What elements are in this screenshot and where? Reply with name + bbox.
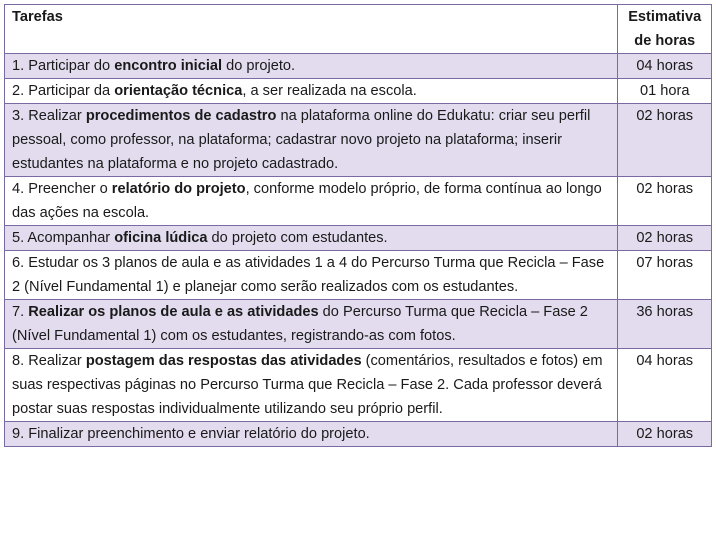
task-cell — [5, 251, 618, 300]
task-text: 1. Participar do — [12, 58, 115, 74]
table-row — [5, 349, 712, 422]
task-cell — [5, 177, 618, 226]
header-estimate-line1: Estimativa — [628, 9, 702, 25]
tasks-table — [4, 4, 712, 447]
hours-cell: 36 horas — [618, 300, 712, 349]
hours-cell: 02 horas — [618, 422, 712, 447]
hours-cell: 07 horas — [618, 251, 712, 300]
hours-cell: 02 horas — [618, 104, 712, 177]
task-text: 8. Realizar — [12, 353, 86, 369]
task-text-bold: encontro inicial — [114, 58, 223, 74]
task-text: , conforme modelo próprio, de forma contínua ao longo das ações na escola. — [12, 181, 602, 221]
table-header-row — [5, 5, 712, 54]
task-text: , a ser realizada na escola. — [242, 83, 417, 99]
hours-cell: 01 hora — [618, 79, 712, 104]
task-text: do projeto. — [222, 58, 296, 74]
task-text-bold: postagem das respostas das atividades — [85, 353, 362, 369]
task-text-bold: oficina lúdica — [114, 230, 208, 246]
hours-cell: 02 horas — [618, 226, 712, 251]
task-text: 6. Estudar os 3 planos de aula e as atividades 1 a 4 do Percurso Turma que Recicla – Fase 2 (Nível Fundamental 1) e planejar como serão realizados com os estudantes. — [12, 255, 605, 295]
table-row — [5, 300, 712, 349]
task-cell — [5, 349, 618, 422]
task-text: na plataforma online do Edukatu: criar seu perfil pessoal, como professor, na plataforma; cadastrar novo projeto na plataforma; inserir estudantes na plataforma e no projeto cadastrado. — [12, 108, 591, 172]
table-row — [5, 177, 712, 226]
header-estimate — [618, 5, 712, 54]
task-text: 3. Realizar — [12, 108, 86, 124]
tasks-table-body — [5, 5, 712, 447]
table-row — [5, 251, 712, 300]
hours-cell: 04 horas — [618, 349, 712, 422]
hours-cell: 02 horas — [618, 177, 712, 226]
task-text: 7. — [12, 304, 29, 320]
task-cell — [5, 422, 618, 447]
task-text-bold: relatório do projeto — [111, 181, 246, 197]
table-row — [5, 226, 712, 251]
task-text: 9. Finalizar preenchimento e enviar relatório do projeto. — [12, 426, 370, 442]
header-estimate-line2: de horas — [634, 33, 696, 49]
table-row — [5, 79, 712, 104]
task-text-bold: orientação técnica — [114, 83, 243, 99]
task-cell — [5, 226, 618, 251]
task-text: do projeto com estudantes. — [207, 230, 388, 246]
table-row — [5, 54, 712, 79]
task-cell — [5, 300, 618, 349]
table-row — [5, 104, 712, 177]
task-text-bold: procedimentos de cadastro — [85, 108, 277, 124]
task-cell — [5, 54, 618, 79]
task-text: 5. Acompanhar — [12, 230, 115, 246]
task-cell — [5, 104, 618, 177]
task-cell — [5, 79, 618, 104]
task-text: 4. Preencher o — [12, 181, 112, 197]
header-tasks-label: Tarefas — [12, 9, 63, 25]
task-text: do Percurso Turma que Recicla – Fase 2 (Nível Fundamental 1) com os estudantes, registrando-as com fotos. — [12, 304, 588, 344]
task-text: (comentários, resultados e fotos) em suas respectivas páginas no Percurso Turma que Recicla – Fase 2. Cada professor deverá postar suas respostas individualmente utilizando seu próprio perfil. — [12, 353, 603, 417]
task-text: 2. Participar da — [12, 83, 115, 99]
table-row — [5, 422, 712, 447]
header-tasks — [5, 5, 618, 54]
hours-cell: 04 horas — [618, 54, 712, 79]
task-text-bold: Realizar os planos de aula e as atividades — [28, 304, 319, 320]
